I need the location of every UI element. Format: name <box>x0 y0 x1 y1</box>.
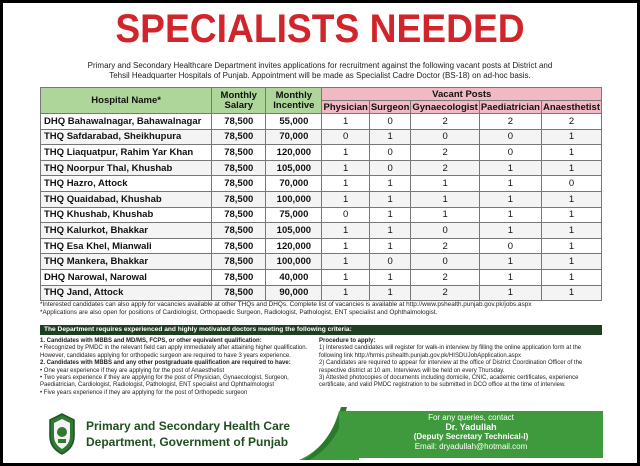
criteria-column <box>40 338 310 397</box>
hospital-name: THQ Safdarabad, Sheikhupura <box>41 129 212 145</box>
surgeon-count: 0 <box>369 160 411 176</box>
monthly-incentive: 75,000 <box>266 207 322 223</box>
table-row <box>41 254 602 270</box>
surgeon-count: 0 <box>369 145 411 161</box>
monthly-salary: 78,500 <box>212 114 266 130</box>
monthly-incentive: 120,000 <box>266 238 322 254</box>
intro-line-1: Primary and Secondary Healthcare Department invites applications for recruitment against the following vacant posts at District and <box>87 61 553 70</box>
monthly-incentive: 40,000 <box>266 269 322 285</box>
table-row <box>41 160 602 176</box>
gynaecologist-count: 2 <box>411 269 479 285</box>
hospital-name: THQ Khushab, Khushab <box>41 207 212 223</box>
monthly-salary: 78,500 <box>212 238 266 254</box>
anaesthetist-count: 2 <box>541 114 601 130</box>
table-row <box>41 269 602 285</box>
surgeon-count: 0 <box>369 254 411 270</box>
monthly-incentive: 70,000 <box>266 129 322 145</box>
department-name-line2: Department, Government of Punjab <box>86 435 289 449</box>
contact-name: Dr. Yadullah <box>445 421 497 432</box>
paediatrician-count: 1 <box>479 191 541 207</box>
physician-count: 1 <box>322 285 369 301</box>
gynaecologist-count: 2 <box>411 285 479 301</box>
hospital-name: THQ Esa Khel, Mianwali <box>41 238 212 254</box>
hospital-name: THQ Hazro, Attock <box>41 176 212 192</box>
table-row <box>41 129 602 145</box>
table-row <box>41 114 602 130</box>
hospital-name: THQ Jand, Attock <box>41 285 212 301</box>
punjab-logo-icon <box>47 412 77 456</box>
gynaecologist-count: 0 <box>411 223 479 239</box>
criteria-1-heading: 1. Candidates with MBBS and MD/MS, FCPS, or other equivalent qualification: <box>40 338 262 344</box>
monthly-incentive: 105,000 <box>266 223 322 239</box>
footnote-2 <box>40 309 602 317</box>
table-row <box>41 285 602 301</box>
anaesthetist-count: 1 <box>541 238 601 254</box>
monthly-salary: 78,500 <box>212 176 266 192</box>
monthly-incentive: 100,000 <box>266 191 322 207</box>
criteria-2-bullet-4-text: Five years experience if they are applying for the post of Orthopedic surgeon <box>43 389 248 396</box>
header-salary <box>212 88 266 114</box>
physician-count: 1 <box>322 191 369 207</box>
surgeon-count: 1 <box>369 176 411 192</box>
department-footer <box>41 409 336 459</box>
table-row <box>41 191 602 207</box>
table-row <box>41 207 602 223</box>
physician-count: 1 <box>322 145 369 161</box>
criteria-2-bullet-3: Paediatrician, Cardiologist, Radiologist, Pathologist, ENT specialist and Ophthalmologist <box>40 382 275 389</box>
header-anaesthetist: Anaesthetist <box>542 101 600 113</box>
monthly-salary: 78,500 <box>212 207 266 223</box>
gynaecologist-count: 1 <box>411 207 479 223</box>
procedure-1a: 1) Interested candidates will register for walk-in interview by filling the online application form at the <box>319 345 582 352</box>
physician-count: 1 <box>322 114 369 130</box>
gynaecologist-count: 2 <box>411 114 479 130</box>
gynaecologist-count: 1 <box>411 191 479 207</box>
anaesthetist-count: 1 <box>541 129 601 145</box>
advertisement <box>3 3 637 463</box>
monthly-salary: 78,500 <box>212 191 266 207</box>
hospital-name: THQ Kalurkot, Bhakkar <box>41 223 212 239</box>
footnote-2-text: *Applications are also open for positions of Cardiologist, Orthopaedic Surgeon, Radiologist, Pathologist, ENT specialist and Ophthalmologist. <box>40 309 438 316</box>
monthly-salary: 78,500 <box>212 254 266 270</box>
hospital-name: THQ Mankera, Bhakkar <box>41 254 212 270</box>
paediatrician-count: 1 <box>479 269 541 285</box>
hospital-name: THQ Quaidabad, Khushab <box>41 191 212 207</box>
contact-title: (Deputy Secretary Technical-I) <box>413 432 529 441</box>
gynaecologist-count: 0 <box>411 129 479 145</box>
surgeon-count: 1 <box>369 285 411 301</box>
monthly-salary: 78,500 <box>212 285 266 301</box>
monthly-salary: 78,500 <box>212 145 266 161</box>
surgeon-count: 1 <box>369 238 411 254</box>
hospital-name: THQ Noorpur Thal, Khushab <box>41 160 212 176</box>
physician-count: 1 <box>322 254 369 270</box>
intro-text <box>63 61 577 81</box>
monthly-incentive: 90,000 <box>266 285 322 301</box>
paediatrician-count: 0 <box>479 145 541 161</box>
table-body <box>41 114 602 301</box>
criteria-2-heading: 2. Candidates with MBBS and any other postgraduate qualification are required to have: <box>40 360 291 367</box>
anaesthetist-count: 1 <box>541 269 601 285</box>
contact-box <box>339 411 603 458</box>
monthly-incentive: 55,000 <box>266 114 322 130</box>
criteria-2-bullet-2: • Two years experience if they are applying for the post of Physician, Gynaecologist, Surgeon, <box>40 375 289 382</box>
physician-count: 1 <box>322 160 369 176</box>
procedure-heading: Procedure to apply: <box>319 338 376 344</box>
table-row <box>41 145 602 161</box>
criteria-2-bullet-4: • Five years experience if they are applying for the post of Orthopedic surgeon <box>40 389 248 396</box>
monthly-incentive: 70,000 <box>266 176 322 192</box>
paediatrician-count: 1 <box>479 176 541 192</box>
anaesthetist-count: 1 <box>541 207 601 223</box>
header-vacant-posts: Vacant Posts <box>322 88 602 101</box>
header-gynaecologist: Gynaecologist <box>412 101 478 113</box>
criteria-bar: The Department requires experienced and highly motivated doctors meeting the following criteria: <box>40 325 602 335</box>
physician-count: 1 <box>322 223 369 239</box>
paediatrician-count: 2 <box>479 114 541 130</box>
header-surgeon: Surgeon <box>370 101 410 113</box>
header-incentive <box>266 88 322 114</box>
physician-count: 1 <box>322 238 369 254</box>
anaesthetist-count: 1 <box>541 160 601 176</box>
monthly-incentive: 105,000 <box>266 160 322 176</box>
procedure-2a: 2) Candidates are required to appear for interview at the office of District Coordination Officer of the <box>319 360 583 367</box>
physician-count: 0 <box>322 207 369 223</box>
physician-count: 1 <box>322 269 369 285</box>
monthly-salary: 78,500 <box>212 223 266 239</box>
surgeon-count: 0 <box>369 114 411 130</box>
hospital-name: DHQ Narowal, Narowal <box>41 269 212 285</box>
header-salary-line2: Salary <box>224 99 254 111</box>
paediatrician-count: 1 <box>479 285 541 301</box>
gynaecologist-count: 2 <box>411 145 479 161</box>
table-row <box>41 223 602 239</box>
anaesthetist-count: 1 <box>541 191 601 207</box>
criteria-1-bullet-1-text: Recognized by PMDC in the relevant field can apply immediately after attaining higher qualification. <box>43 345 308 352</box>
header-incentive-line1: Monthly <box>275 89 313 101</box>
gynaecologist-count: 1 <box>411 176 479 192</box>
contact-email[interactable]: Email: dryadullah@hotmail.com <box>414 441 528 451</box>
physician-count: 1 <box>322 176 369 192</box>
monthly-salary: 78,500 <box>212 269 266 285</box>
gynaecologist-count: 0 <box>411 254 479 270</box>
paediatrician-count: 1 <box>479 160 541 176</box>
procedure-1b: following link http://hrmis.pshealth.punjab.gov.pk/HISDUJobApplication.aspx <box>319 352 521 359</box>
gynaecologist-count: 2 <box>411 160 479 176</box>
monthly-salary: 78,500 <box>212 129 266 145</box>
anaesthetist-count: 1 <box>541 223 601 239</box>
hospital-name: DHQ Bahawalnagar, Bahawalnagar <box>41 114 212 130</box>
header-physician: Physician <box>323 101 368 113</box>
paediatrician-count: 0 <box>479 129 541 145</box>
header-paediatrician: Paediatrician <box>480 101 540 113</box>
procedure-3b: certificate, and valid PMDC registration to be submitted in DCO office at the time of interview. <box>319 382 566 389</box>
surgeon-count: 1 <box>369 129 411 145</box>
monthly-incentive: 120,000 <box>266 145 322 161</box>
criteria-2-bullet-1-text: One year experience if they are applying for the post of Anaesthetist <box>43 367 225 374</box>
header-incentive-line2: Incentive <box>273 99 315 111</box>
surgeon-count: 1 <box>369 207 411 223</box>
footnote-1-text: *Interested candidates can also apply for vacancies available at other THQs and DHQs. Complete list of vacancies is available at http://www.pshealth.punjab.gov.pk/jobs.aspx <box>40 301 532 308</box>
paediatrician-count: 1 <box>479 223 541 239</box>
criteria-1-bullet-2: However, candidates applying for orthopedic surgeon are required to have 3 years experience. <box>40 352 291 359</box>
table-row <box>41 238 602 254</box>
hospital-name: THQ Liaquatpur, Rahim Yar Khan <box>41 145 212 161</box>
paediatrician-count: 1 <box>479 207 541 223</box>
surgeon-count: 1 <box>369 191 411 207</box>
vacancy-table <box>40 87 602 301</box>
department-name-line1: Primary and Secondary Health Care <box>86 419 291 433</box>
gynaecologist-count: 2 <box>411 238 479 254</box>
anaesthetist-count: 0 <box>541 176 601 192</box>
paediatrician-count: 1 <box>479 254 541 270</box>
paediatrician-count: 0 <box>479 238 541 254</box>
anaesthetist-count: 1 <box>541 285 601 301</box>
criteria-2-bullet-2-text: Two years experience if they are applying for the post of Physician, Gynaecologist, Surgeon, <box>43 375 289 382</box>
surgeon-count: 1 <box>369 269 411 285</box>
footnote-1 <box>40 301 602 309</box>
anaesthetist-count: 1 <box>541 254 601 270</box>
physician-count: 0 <box>322 129 369 145</box>
header-hospital: Hospital Name* <box>41 88 212 114</box>
monthly-salary: 78,500 <box>212 160 266 176</box>
surgeon-count: 1 <box>369 223 411 239</box>
table-row <box>41 176 602 192</box>
intro-line-2: Tehsil Headquarter Hospitals of Punjab. Appointment will be made as Specialist Cadre Doctor (BS-18) on ad-hoc basis. <box>109 71 531 80</box>
criteria-2-bullet-1: • One year experience if they are applying for the post of Anaesthetist <box>40 367 225 374</box>
header-salary-line1: Monthly <box>220 89 257 101</box>
page-title: SPECIALISTS NEEDED <box>115 7 525 51</box>
contact-intro: For any queries, contact <box>428 413 514 422</box>
anaesthetist-count: 1 <box>541 145 601 161</box>
procedure-2b: respective district at 10 am. Interviews will be held on every Thursday. <box>319 367 505 374</box>
procedure-column <box>319 338 602 390</box>
criteria-1-bullet-1: • Recognized by PMDC in the relevant field can apply immediately after attaining higher qualification. <box>40 345 308 352</box>
monthly-incentive: 100,000 <box>266 254 322 270</box>
procedure-3a: 3) Attested photocopies of documents including domicile, CNIC, academic certificates, experience <box>319 375 579 382</box>
